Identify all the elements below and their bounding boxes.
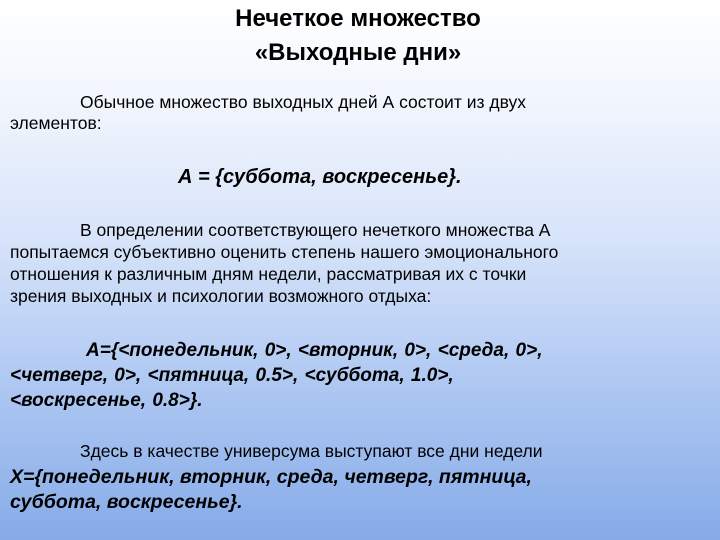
intro-paragraph <box>10 92 710 134</box>
definition-line-3: отношения к различным дням недели, рассматривая их с точки <box>10 264 527 284</box>
crisp-set-formula: А = {суббота, воскресенье}. <box>178 166 462 188</box>
definition-paragraph <box>10 219 710 307</box>
universe-formula <box>10 465 710 515</box>
intro-line-1: Обычное множество выходных дней А состоит из двух <box>80 92 526 112</box>
fuzzy-set-line-2: <четверг, 0>, <пятница, 0.5>, <суббота, 1.0>, <box>10 365 454 386</box>
fuzzy-set-formula <box>10 338 710 413</box>
universe-line-2: суббота, воскресенье}. <box>10 491 243 513</box>
definition-line-1: В определении соответствующего нечеткого множества А <box>80 220 551 240</box>
universe-intro: Здесь в качестве универсума выступают все дни недели <box>80 441 543 461</box>
fuzzy-set-line-1: А={<понедельник, 0>, <вторник, 0>, <среда, 0>, <box>86 340 543 361</box>
definition-line-4: зрения выходных и психологии возможного отдыха: <box>10 286 432 306</box>
intro-line-2: элементов: <box>10 113 102 133</box>
slide-title <box>0 2 720 70</box>
slide-title-line-1: Нечеткое множество <box>235 5 481 32</box>
fuzzy-set-line-3: <воскресенье, 0.8>}. <box>10 390 203 411</box>
universe-line-1: X={понедельник, вторник, среда, четверг, пятница, <box>10 466 532 488</box>
definition-line-2: попытаемся субъективно оценить степень нашего эмоционального <box>10 242 559 262</box>
slide-title-line-2: «Выходные дни» <box>254 39 462 66</box>
